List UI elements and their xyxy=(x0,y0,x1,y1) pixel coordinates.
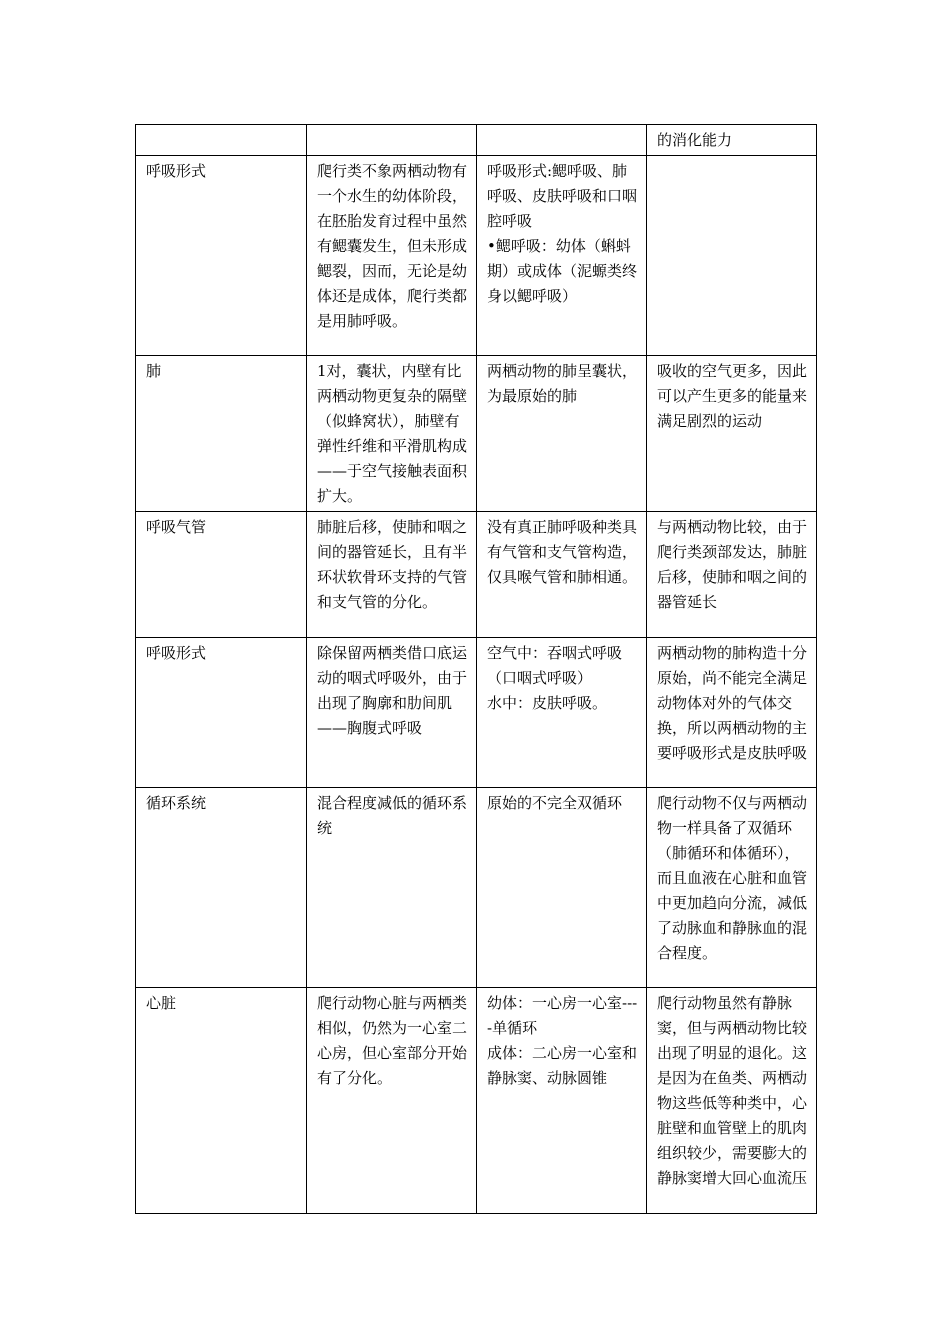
row-label-cell xyxy=(136,788,307,988)
row-label-cell xyxy=(136,638,307,788)
table-row xyxy=(136,356,817,512)
table-cell xyxy=(647,156,817,356)
table-row xyxy=(136,512,817,638)
table-cell xyxy=(477,988,647,1214)
cell-text: 两栖动物的肺呈囊状，为最原始的肺 xyxy=(487,362,638,405)
row-label-cell xyxy=(136,356,307,512)
cell-text: 呼吸形式 xyxy=(146,644,207,662)
table-cell xyxy=(307,156,477,356)
table-cell xyxy=(477,512,647,638)
table-cell xyxy=(647,125,817,156)
cell-text: 除保留两栖类借口底运动的咽式呼吸外，由于出现了胸廓和肋间肌——胸腹式呼吸 xyxy=(317,644,468,737)
cell-text: 两栖动物的肺构造十分原始，尚不能完全满足动物体对外的气体交换，所以两栖动物的主要呼吸形式是皮肤呼吸 xyxy=(657,644,808,762)
table-cell xyxy=(307,638,477,788)
table-row xyxy=(136,156,817,356)
cell-text: 心脏 xyxy=(146,994,177,1012)
table-row xyxy=(136,788,817,988)
cell-text: 爬行动物虽然有静脉窦，但与两栖动物比较出现了明显的退化。这是因为在鱼类、两栖动物这些低等种类中，心脏壁和血管壁上的肌肉组织较少，需要膨大的静脉窦增大回心血流压 xyxy=(657,994,808,1187)
comparison-table xyxy=(135,124,817,1214)
cell-text: 幼体：一心房一心室----单循环 成体：二心房一心室和静脉窦、动脉圆锥 xyxy=(487,994,638,1087)
table-cell xyxy=(307,512,477,638)
row-label-cell xyxy=(136,156,307,356)
cell-text: 的消化能力 xyxy=(657,131,733,149)
table-cell xyxy=(307,356,477,512)
table-row xyxy=(136,125,817,156)
table-cell xyxy=(477,156,647,356)
row-label-cell xyxy=(136,512,307,638)
table-cell xyxy=(647,988,817,1214)
table-cell xyxy=(477,788,647,988)
cell-text: 呼吸气管 xyxy=(146,518,207,536)
table-cell xyxy=(307,125,477,156)
cell-text: 肺脏后移，使肺和咽之间的器管延长，且有半环状软骨环支持的气管和支气管的分化。 xyxy=(317,518,468,611)
table-cell xyxy=(477,638,647,788)
cell-text: 原始的不完全双循环 xyxy=(487,794,623,812)
table-body xyxy=(136,125,817,1214)
cell-text: 爬行动物不仅与两栖动物一样具备了双循环（肺循环和体循环），而且血液在心脏和血管中更加趋向分流，减低了动脉血和静脉血的混合程度。 xyxy=(657,794,808,962)
row-label-cell xyxy=(136,988,307,1214)
table-cell xyxy=(647,788,817,988)
cell-text: 空气中：吞咽式呼吸（口咽式呼吸） 水中：皮肤呼吸。 xyxy=(487,644,623,712)
row-label-cell xyxy=(136,125,307,156)
table-row xyxy=(136,988,817,1214)
table-cell xyxy=(307,788,477,988)
cell-text: 呼吸形式:鳃呼吸、肺呼吸、皮肤呼吸和口咽腔呼吸 •鳃呼吸：幼体（蝌蚪期）或成体（泥螈类终身以鳃呼吸） xyxy=(487,162,638,305)
cell-text: 与两栖动物比较，由于爬行类颈部发达，肺脏后移，使肺和咽之间的器管延长 xyxy=(657,518,808,611)
table-cell xyxy=(477,356,647,512)
table-row xyxy=(136,638,817,788)
table-cell xyxy=(647,638,817,788)
cell-text: 肺 xyxy=(146,362,162,380)
cell-text: 没有真正肺呼吸种类具有气管和支气管构造，仅具喉气管和肺相通。 xyxy=(487,518,638,586)
cell-text: 混合程度减低的循环系统 xyxy=(317,794,468,837)
cell-text: 呼吸形式 xyxy=(146,162,207,180)
cell-text: 爬行动物心脏与两栖类相似，仍然为一心室二心房，但心室部分开始有了分化。 xyxy=(317,994,468,1087)
cell-text: 爬行类不象两栖动物有一个水生的幼体阶段，在胚胎发育过程中虽然有鳃囊发生，但未形成鳃裂，因而，无论是幼体还是成体，爬行类都是用肺呼吸。 xyxy=(317,162,468,330)
cell-text: 循环系统 xyxy=(146,794,207,812)
cell-text: 吸收的空气更多，因此可以产生更多的能量来满足剧烈的运动 xyxy=(657,362,808,430)
table-cell xyxy=(307,988,477,1214)
cell-text: 1对，囊状，内壁有比两栖动物更复杂的隔壁（似蜂窝状），肺壁有弹性纤维和平滑肌构成——于空气接触表面积扩大。 xyxy=(317,362,468,505)
table-cell xyxy=(477,125,647,156)
table-cell xyxy=(647,356,817,512)
table-cell xyxy=(647,512,817,638)
